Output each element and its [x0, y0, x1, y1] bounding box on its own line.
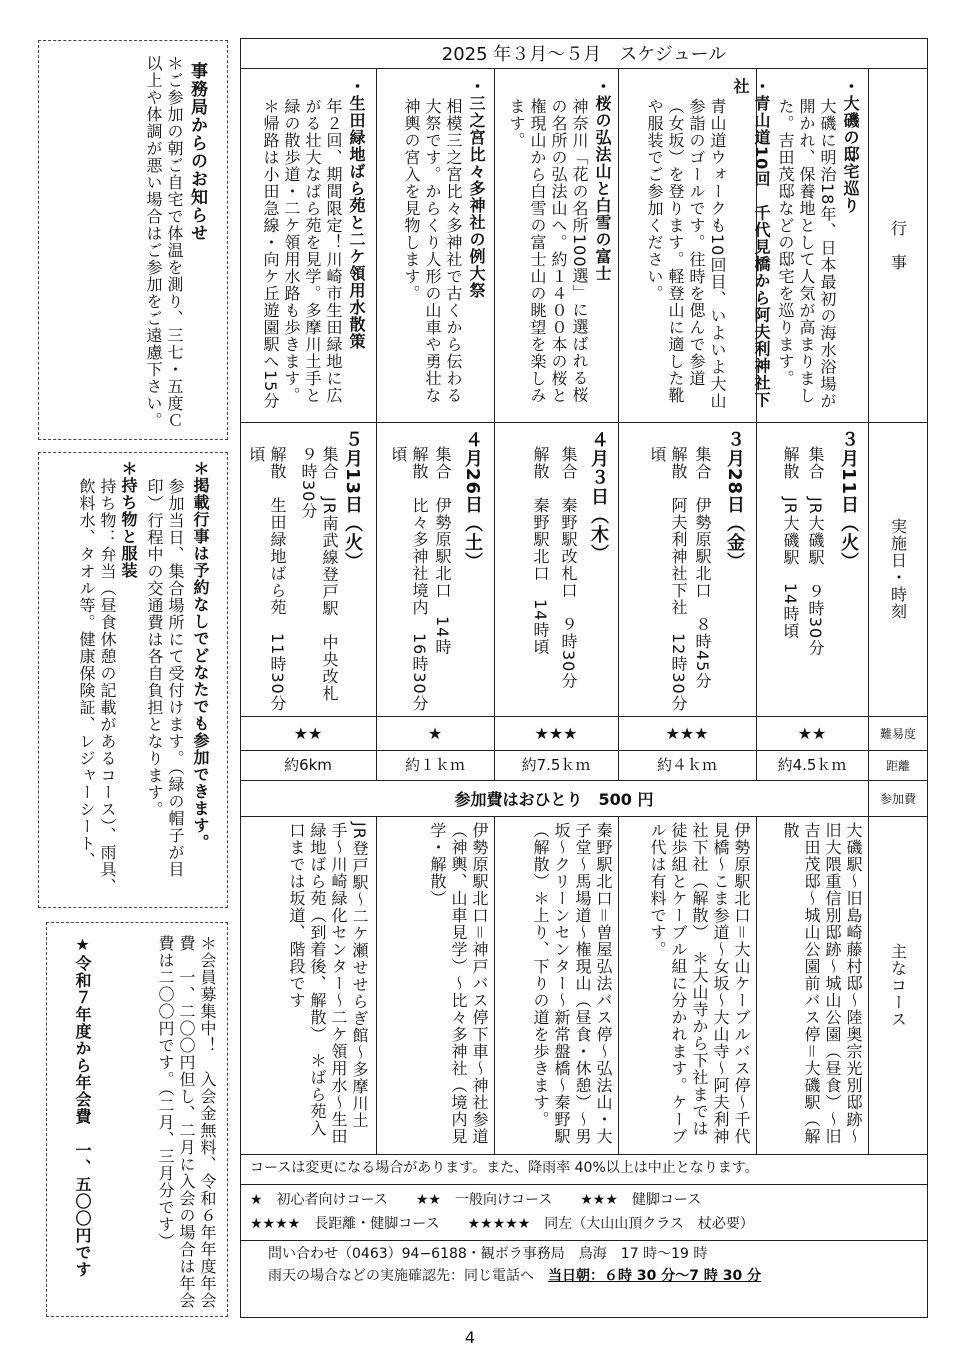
event-disperse: 解散 比々多神社境内 16時30分頃 — [389, 446, 429, 712]
difficulty-legend-1: ★ 初心者向けコース ★★ 一般向けコース ★★★ 健脚コース — [250, 1192, 702, 1208]
event-difficulty: ★★ — [797, 723, 827, 743]
event-difficulty: ★★★ — [665, 723, 709, 743]
event-meet: 集合 秦野駅改札口 ９時30分 — [559, 446, 578, 690]
office-notice-title: 事務局からのお知らせ — [187, 62, 207, 242]
event-distance: 約6km — [284, 756, 332, 774]
event-title: ・大磯の邸宅巡り — [841, 78, 860, 214]
event-difficulty: ★★★ — [534, 723, 578, 743]
schedule-title: 2025 年３月〜５月 スケジュール — [441, 44, 727, 65]
office-notice-text: ＊ご参加の朝ご自宅で体温を測り、三七・五度Ｃ以上や体調が悪い場合はご参加をご遠慮下さい。 — [144, 55, 184, 429]
rain-check-hours: 当日朝：６時 30 分〜7 時 30 分 — [548, 1268, 762, 1284]
fee-text: 参加費はおひとり 500 円 — [454, 789, 654, 809]
event-description: 神奈川「花の名所100選」に選ばれる桜の名所の弘法山へ。約１４００本の桜と権現山から白雪の富士山の眺望を楽しみます。 — [507, 98, 589, 404]
col-label-fee: 参加費 — [879, 791, 916, 806]
event-meet: 集合 伊勢原駅北口 ８時45分 — [693, 446, 712, 690]
col-label-date-time: 実施日・時刻 — [888, 518, 908, 620]
event-difficulty: ★ — [427, 723, 443, 743]
rain-check-info — [268, 1266, 918, 1288]
event-title: ・桜の弘法山と白雪の富士 — [593, 78, 612, 282]
col-label-distance: 距離 — [885, 758, 910, 773]
event-distance: 約7.5ｋｍ — [521, 756, 591, 774]
event-meet: 集合 伊勢原駅北口 14時 — [433, 446, 452, 656]
event-description: 年２回、期間限定！川崎市生田緑地に広がる壮大なばら苑を見学。多摩川土手と緑の散歩道・二ケ領用水路も歩きます。 ＊帰路は小田急線・向ケ丘遊園駅へ15分 — [261, 98, 343, 413]
event-date: ４月26日（土） — [462, 430, 483, 572]
col-label-course: 主なコース — [888, 942, 908, 1028]
event-disperse: 解散 秦野駅北口 14時頃 — [531, 446, 550, 656]
event-title: ・青山道10回 千代見橋から阿夫利神社下社 — [731, 78, 771, 409]
items-text: 持ち物：弁当（昼食休憩の記載があるコース）、雨具、飲料水、タオル等。健康保険証、レジャーシート、 — [77, 478, 117, 895]
event-course: 伊勢原駅北口＝大山ケーブルバス停〜千代見橋〜こま参道〜女坂〜大山寺〜阿夫利神社下社（解散） ＊大山寺から下社までは徒歩組とケーブル組に分かれます。ケーブル代は有料です。 — [648, 822, 751, 1146]
event-description: 大磯に明治18年、日本最初の海水浴場が開かれ、保養地として人気が高まりました。吉田茂邸などの邸宅を巡ります。 — [776, 98, 837, 410]
rain-notice: コースは変更になる場合があります。また、降雨率 40%以上は中止となります。 — [250, 1160, 759, 1176]
event-course: 大磯駅〜旧島崎藤村邸〜陸奥宗光別邸跡〜旧大隈重信別邸跡〜城山公園（昼食）〜旧吉田茂邸〜城山公園前バス停＝大磯駅（解散 — [781, 822, 863, 1146]
participation-info-title: ＊掲載行事は予約なしでどなたでも参加できます。 — [191, 460, 210, 851]
event-description: 相模三之宮比々多神社で古くから伝わる大祭です。からくり人形の山車や勇壮な神輿の宮入を見物します。 — [402, 98, 463, 404]
event-distance: 約１ｋｍ — [404, 756, 465, 774]
event-disperse: 解散 JR大磯駅 14時頃 — [781, 446, 800, 640]
event-meet: 集合 JR大磯駅 ９時30分 — [806, 446, 825, 657]
member-recruit-text: ＊会員募集中！ 入会金無料、令和６年年度年会費 一、二〇〇円但し、二月に入会の場合は年会費は二〇〇円です。（二月、三月分です） — [156, 935, 217, 1309]
contact-info: 問い合わせ（0463）94−6188・観ボラ事務局 鳥海 17 時〜19 時 — [268, 1246, 708, 1262]
event-date: ３月11日（火） — [838, 430, 859, 572]
page-number: 4 — [464, 1327, 476, 1347]
event-course: JR登戸駅〜二ケ瀬せせらぎ館〜多摩川土手〜川崎緑化センター〜二ケ領用水〜生田緑地ばら苑（到着後、解散） ＊ばら苑入口までは坂道、階段です — [287, 822, 369, 1145]
participation-info-text: 参加当日、集合場所にて受付けます。（緑の帽子が目印）行程中の交通費は各自負担となります。 — [145, 478, 185, 878]
event-date: ３月28日（金） — [724, 430, 745, 572]
event-course: 秦野駅北口＝曽屋弘法バス停〜弘法山・大子堂〜馬場道〜権現山（昼食・休憩）〜男坂〜クリーンセンター〜新常盤橋〜秦野駅（解散）＊上り、下りの道を歩きます。 — [531, 822, 613, 1146]
rain-check-label: 雨天の場合などの実施確認先：同じ電話へ — [268, 1268, 548, 1284]
col-label-difficulty: 難易度 — [879, 726, 916, 741]
difficulty-legend-2: ★★★★ 長距離・健脚コース ★★★★★ 同左（大山山頂クラス 杖必要） — [250, 1216, 754, 1232]
items-title: ＊持ち物と服装 — [119, 460, 138, 579]
event-distance: 約4.5ｋｍ — [777, 756, 847, 774]
col-label-event: 行 事 — [888, 219, 908, 271]
event-meet: 集合 JR南武線登戸駅 中央改札 ９時30分 — [299, 446, 339, 719]
event-distance: 約４ｋｍ — [656, 756, 717, 774]
event-disperse: 解散 阿夫利神社下社 12時30分頃 — [648, 446, 688, 712]
event-disperse: 解散 生田緑地ばら苑 11時30分頃 — [247, 446, 287, 712]
event-title: ・生田緑地ばら苑と二ケ領用水散策 — [347, 78, 366, 350]
event-date: ５月13日（火） — [342, 430, 363, 572]
event-course: 伊勢原駅北口＝神戸バス停下車〜神社参道（神輿、山車見学）〜比々多神社（境内見学・解散） — [428, 822, 489, 1146]
member-fee-next-year: ★令和７年度から年会費 一、五〇〇円です — [73, 935, 92, 1278]
event-difficulty: ★★ — [293, 723, 323, 743]
event-description: 青山道ウォークも10回目、いよいよ大山参詣のゴールです。往時を偲んで参道（女坂）を登ります。軽登山に適した靴や服装でご参加ください。 — [645, 98, 727, 410]
event-date: ４月３日（木） — [588, 430, 609, 563]
event-title: ・三之宮比々多神社の例大祭 — [467, 78, 486, 299]
